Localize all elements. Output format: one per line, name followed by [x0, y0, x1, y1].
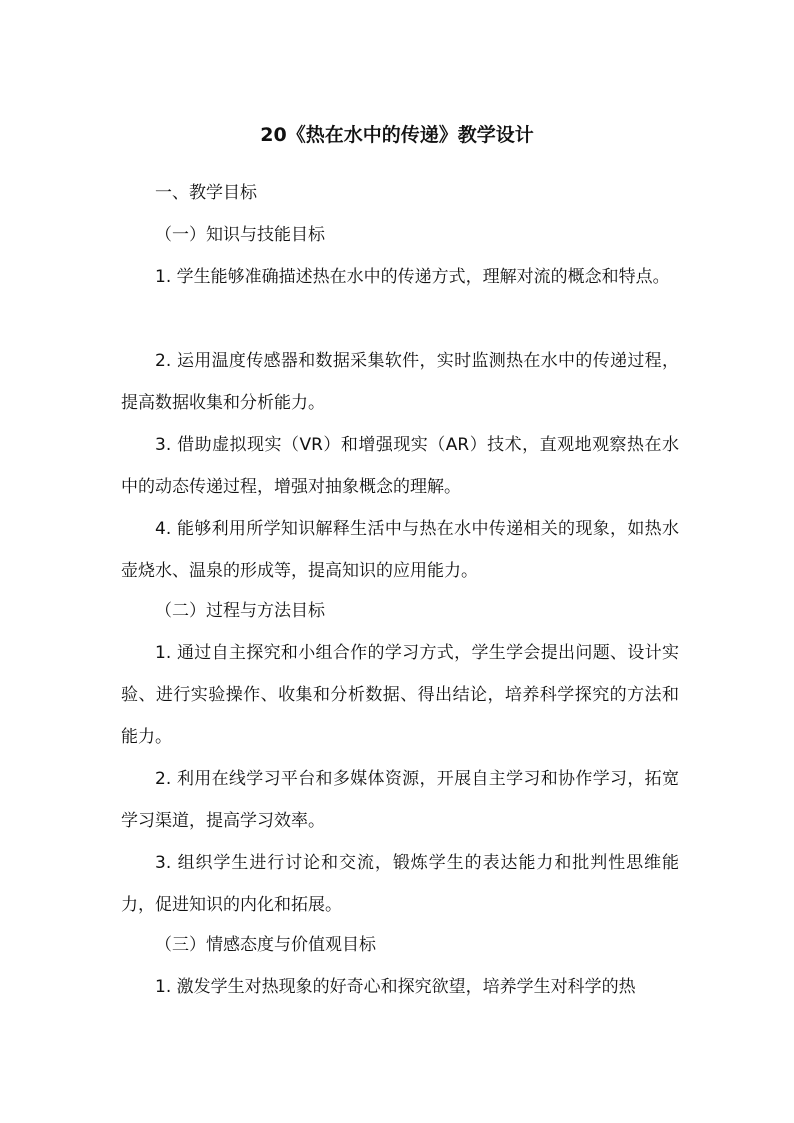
paragraph-item — [121, 508, 679, 592]
paragraph-text: 3. 借助虚拟现实（VR）和增强现实（AR）技术，直观地观察热在水中的动态传递过程，增强对抽象概念的理解。 — [121, 435, 679, 497]
paragraph-text: 2. 运用温度传感器和数据采集软件，实时监测热在水中的传递过程，提高数据收集和分析能力。 — [121, 351, 679, 413]
paragraph-text: 2. 利用在线学习平台和多媒体资源，开展自主学习和协作学习，拓宽学习渠道，提高学习效率。 — [121, 769, 679, 831]
paragraph-text: 1. 通过自主探究和小组合作的学习方式，学生学会提出问题、设计实验、进行实验操作、收集和分析数据、得出结论，培养科学探究的方法和能力。 — [121, 643, 679, 747]
subsection-attitudes-values — [121, 924, 679, 966]
subsection-heading: （三）情感态度与价值观目标 — [155, 935, 376, 955]
paragraph-item — [121, 758, 679, 842]
subsection-process-methods — [121, 590, 679, 632]
paragraph-item — [121, 966, 679, 1008]
section-heading: 一、教学目标 — [155, 183, 257, 203]
paragraph-text: 1. 学生能够准确描述热在水中的传递方式，理解对流的概念和特点。 — [155, 267, 670, 287]
paragraph-text: 3. 组织学生进行讨论和交流，锻炼学生的表达能力和批判性思维能力，促进知识的内化和拓展。 — [121, 853, 679, 915]
paragraph-text: 1. 激发学生对热现象的好奇心和探究欲望，培养学生对科学的热 — [155, 977, 636, 997]
subsection-heading: （二）过程与方法目标 — [155, 601, 325, 621]
paragraph-text: 4. 能够利用所学知识解释生活中与热在水中传递相关的现象，如热水壶烧水、温泉的形成等，提高知识的应用能力。 — [121, 519, 679, 581]
paragraph-item — [121, 256, 679, 298]
paragraph-item — [121, 842, 679, 926]
section-heading-teaching-objectives — [121, 172, 679, 214]
paragraph-item — [121, 340, 679, 424]
paragraph-item — [121, 632, 679, 758]
document-title: 20《热在水中的传递》教学设计 — [260, 124, 534, 146]
paragraph-item — [121, 424, 679, 508]
subsection-heading: （一）知识与技能目标 — [155, 225, 325, 245]
subsection-knowledge-skills — [121, 214, 679, 256]
